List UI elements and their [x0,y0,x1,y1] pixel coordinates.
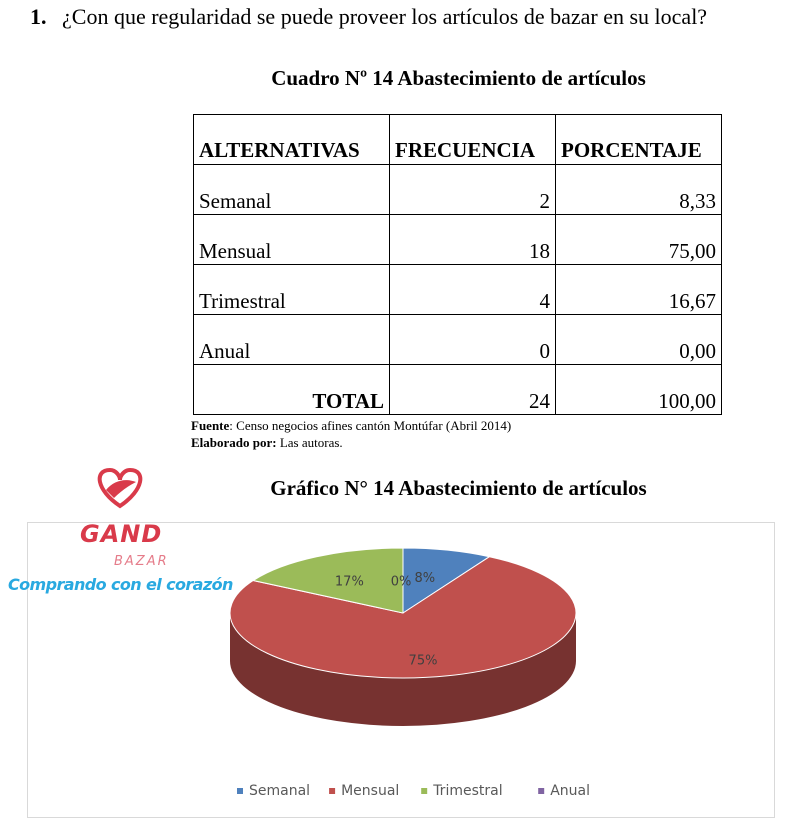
legend-item-anual [538,783,590,799]
question-text: ¿Con que regularidad se puede proveer los artículos de bazar en su local? [62,4,708,29]
cell-alternativa: Semanal [194,165,390,215]
cell-alternativa: Trimestral [194,265,390,315]
cell-alternativa: Mensual [194,215,390,265]
author-label: Elaborado por: [191,435,277,450]
legend-item-trimestral [421,783,502,799]
table-row [194,215,722,265]
logo-slogan: Comprando con el corazón [8,575,233,594]
question-number: 1. [30,4,47,29]
logo-sub: BAZAR [114,554,169,569]
legend-swatch [237,788,243,794]
table-total-row [194,365,722,415]
total-label: TOTAL [194,365,390,415]
cell-alternativa: Anual [194,315,390,365]
total-porcentaje: 100,00 [556,365,722,415]
legend-label: Semanal [249,783,311,799]
source-note [191,417,511,451]
chart-title: Gráfico N° 14 Abastecimiento de artículos [270,476,647,500]
chart-legend [237,783,590,799]
cell-frecuencia: 18 [390,215,556,265]
cell-porcentaje: 0,00 [556,315,722,365]
cell-frecuencia: 0 [390,315,556,365]
cell-frecuencia: 2 [390,165,556,215]
question [30,4,707,30]
logo-name: GAND [80,520,163,548]
source-text: : Censo negocios afines cantón Montúfar (Abril 2014) [229,418,512,433]
total-frecuencia: 24 [390,365,556,415]
table-row [194,165,722,215]
data-label-anual: 0% [390,574,412,590]
legend-swatch [421,788,427,794]
legend-item-semanal [237,783,310,799]
table-row [194,265,722,315]
legend-label: Anual [550,783,590,799]
legend-swatch [329,788,335,794]
data-label-trimestral: 17% [334,574,364,590]
legend-item-mensual [329,783,399,799]
data-label-mensual: 75% [408,653,438,669]
cell-frecuencia: 4 [390,265,556,315]
heart-icon [100,470,141,506]
frequency-table [193,114,722,415]
table-title: Cuadro Nº 14 Abastecimiento de artículos [271,66,646,90]
author-text: Las autoras. [276,435,343,450]
header-porcentaje: PORCENTAJE [556,115,722,165]
pie-top [230,548,576,678]
cell-porcentaje: 75,00 [556,215,722,265]
legend-label: Mensual [341,783,400,799]
table-row [194,315,722,365]
source-label: Fuente [191,418,230,433]
data-label-semanal: 8% [414,570,436,586]
cell-porcentaje: 8,33 [556,165,722,215]
legend-swatch [538,788,544,794]
header-alternativas: ALTERNATIVAS [194,115,390,165]
cell-porcentaje: 16,67 [556,265,722,315]
table-header-row [194,115,722,165]
header-frecuencia: FRECUENCIA [390,115,556,165]
legend-label: Trimestral [433,783,503,799]
